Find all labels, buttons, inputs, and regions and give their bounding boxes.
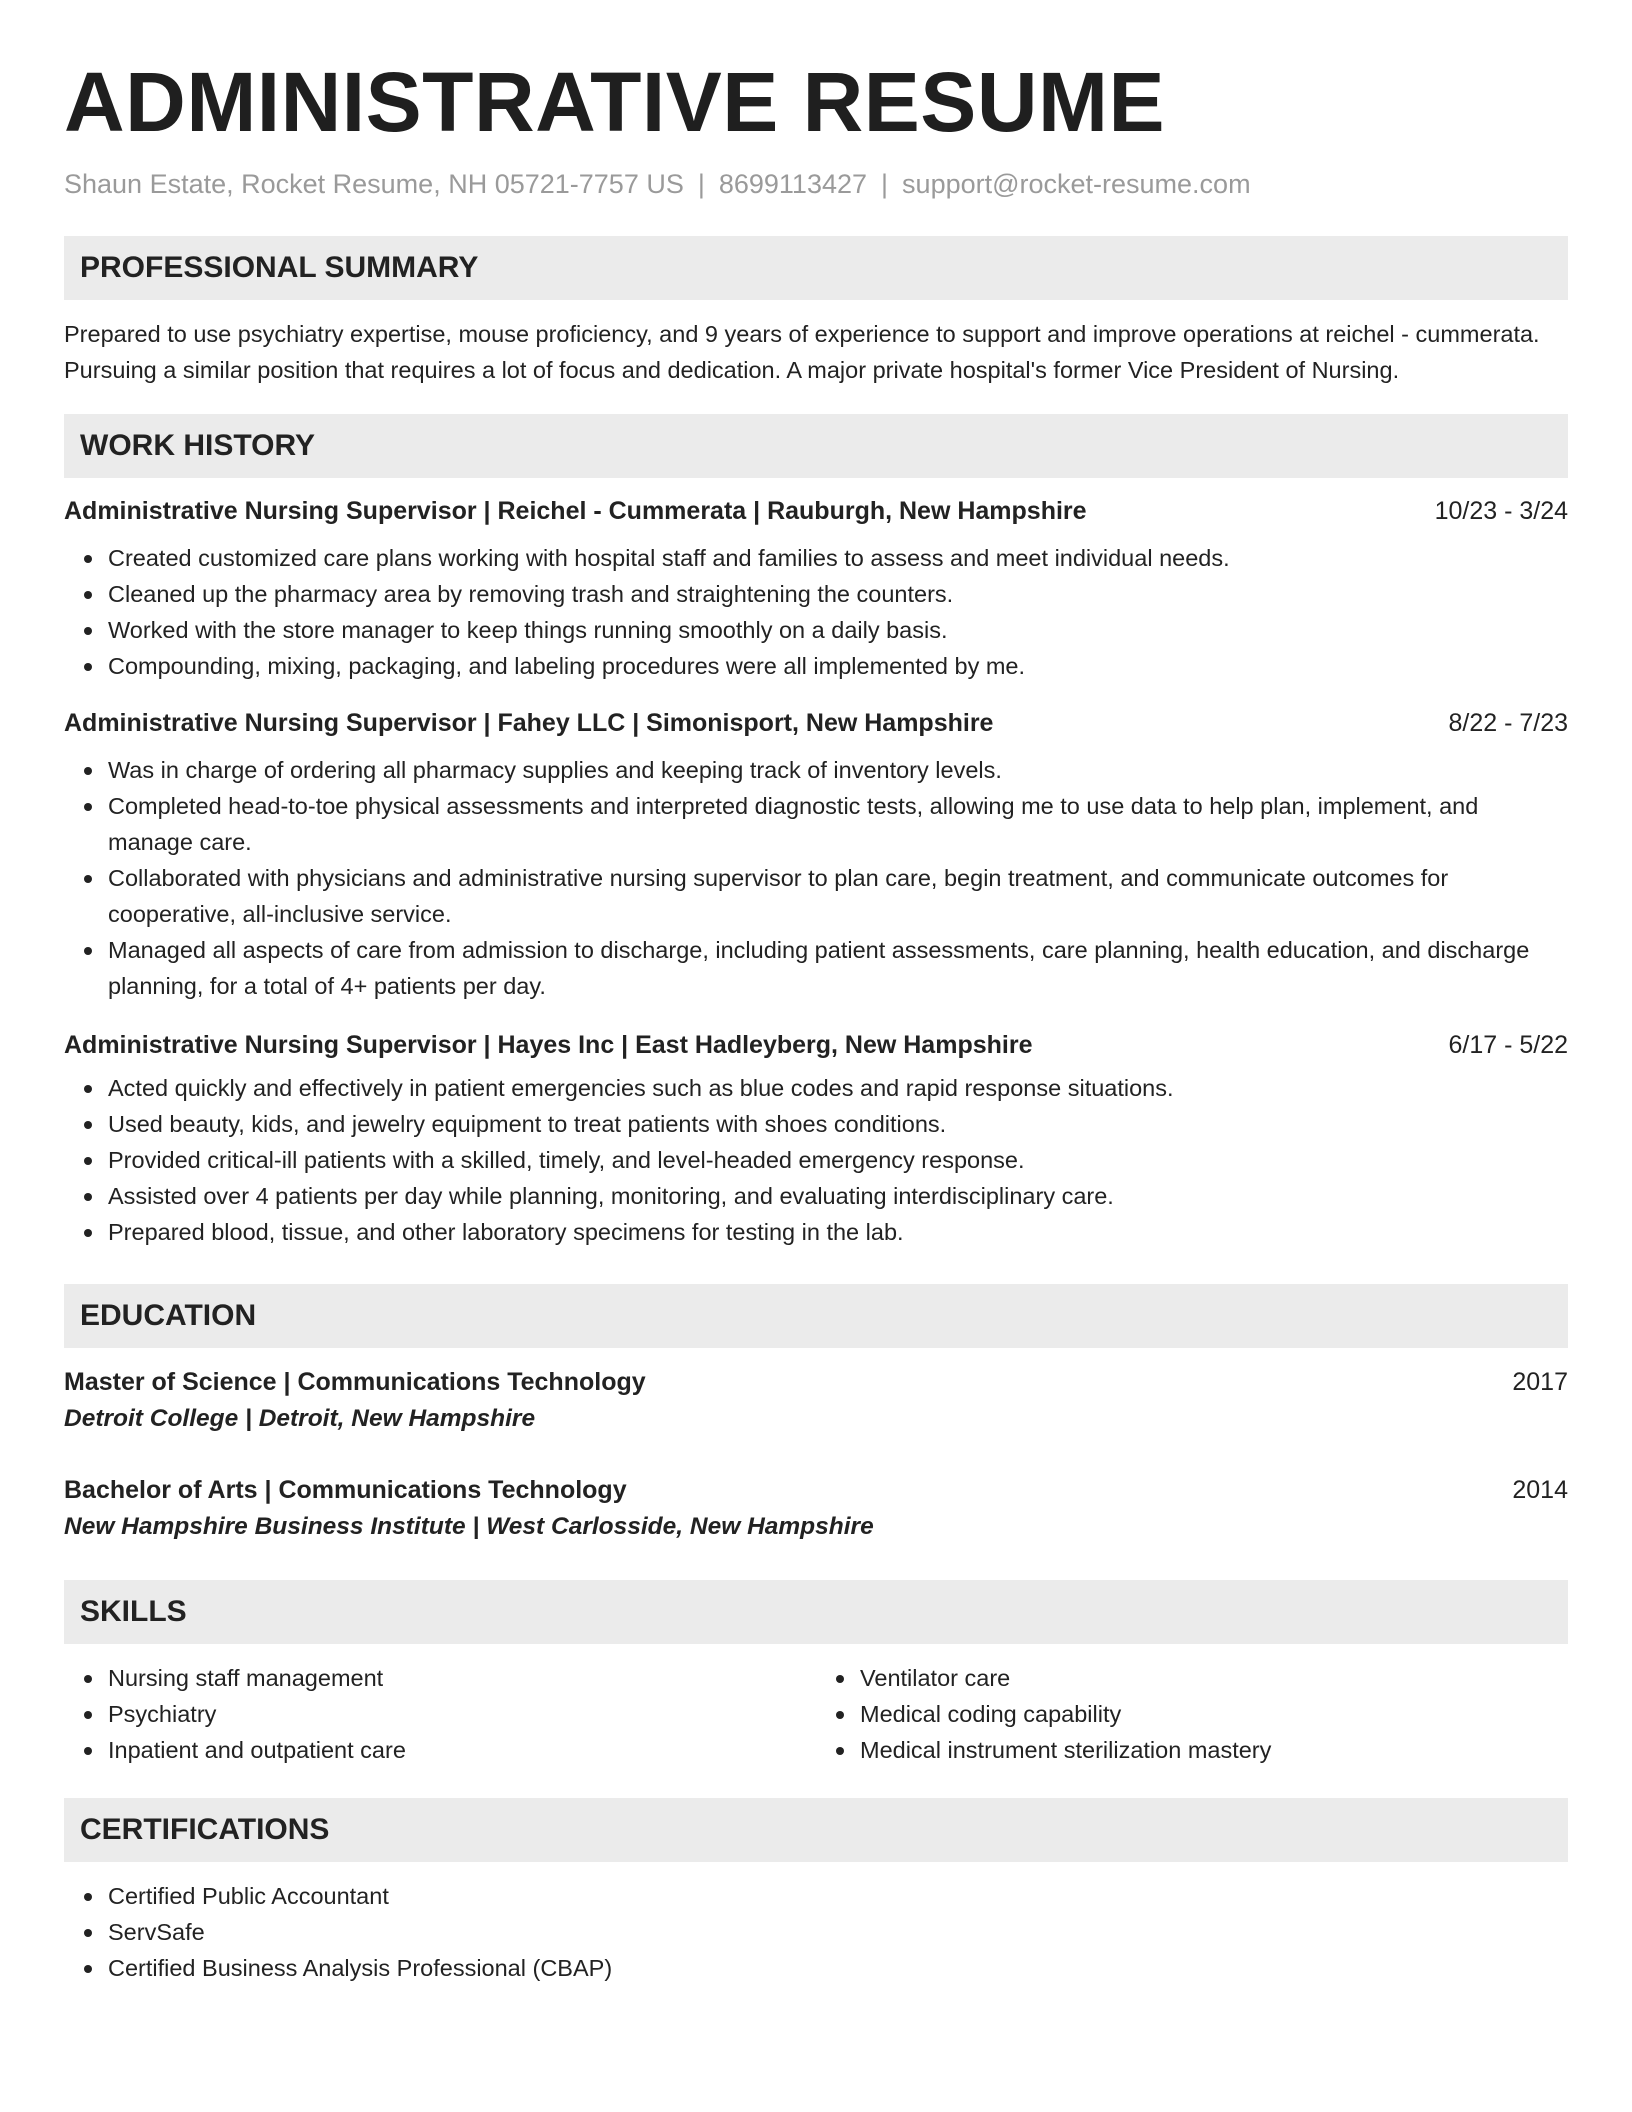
list-item: Managed all aspects of care from admission to discharge, including patient assessments, care planning, health education, and discharge planning, for a total of 4+ patients per day. [108, 932, 1568, 1004]
list-item: Nursing staff management [108, 1660, 816, 1696]
list-item: Compounding, mixing, packaging, and labeling procedures were all implemented by me. [108, 648, 1568, 684]
list-item: Ventilator care [860, 1660, 1568, 1696]
certifications-heading: CERTIFICATIONS [64, 1798, 1568, 1862]
education-school: New Hampshire Business Institute | West Carlosside, New Hampshire [64, 1513, 874, 1540]
job-entry [64, 494, 1568, 684]
contact-separator: | [881, 169, 889, 199]
skills-column-left [64, 1660, 816, 1768]
job-dates: 10/23 - 3/24 [1434, 497, 1568, 525]
list-item: Collaborated with physicians and administrative nursing supervisor to plan care, begin treatment, and communicate outcomes for cooperative, all-inclusive service. [108, 860, 1568, 932]
education-entry [64, 1472, 1568, 1546]
education-entry [64, 1364, 1568, 1438]
skills-heading: SKILLS [64, 1580, 1568, 1644]
list-item: Cleaned up the pharmacy area by removing trash and straightening the counters. [108, 576, 1568, 612]
list-item: Acted quickly and effectively in patient emergencies such as blue codes and rapid response situations. [108, 1070, 1568, 1106]
list-item: Was in charge of ordering all pharmacy supplies and keeping track of inventory levels. [108, 752, 1568, 788]
job-bullets [64, 540, 1568, 684]
list-item: Certified Public Accountant [108, 1878, 1568, 1914]
job-entry [64, 706, 1568, 1004]
education-heading: EDUCATION [64, 1284, 1568, 1348]
contact-line [64, 166, 1568, 202]
job-bullets [64, 752, 1568, 1004]
contact-phone: 8699113427 [718, 169, 868, 199]
contact-separator: | [697, 169, 705, 199]
job-bullets [64, 1070, 1568, 1250]
contact-email: support@rocket-resume.com [902, 169, 1251, 199]
list-item: Provided critical-ill patients with a skilled, timely, and level-headed emergency response. [108, 1142, 1568, 1178]
list-item: ServSafe [108, 1914, 1568, 1950]
resume-title: ADMINISTRATIVE RESUME [64, 55, 1165, 149]
summary-text: Prepared to use psychiatry expertise, mouse proficiency, and 9 years of experience to support and improve operations at reichel - cummerata. Pursuing a similar position that requires a lot of focus and dedication. A major private hospital's former Vice President of Nursing. [64, 321, 1540, 383]
list-item: Inpatient and outpatient care [108, 1732, 816, 1768]
work-history-heading: WORK HISTORY [64, 414, 1568, 478]
education-year: 2017 [1512, 1368, 1568, 1396]
list-item: Worked with the store manager to keep things running smoothly on a daily basis. [108, 612, 1568, 648]
list-item: Assisted over 4 patients per day while planning, monitoring, and evaluating interdisciplinary care. [108, 1178, 1568, 1214]
list-item: Completed head-to-toe physical assessments and interpreted diagnostic tests, allowing me to use data to help plan, implement, and manage care. [108, 788, 1568, 860]
list-item: Used beauty, kids, and jewelry equipment to treat patients with shoes conditions. [108, 1106, 1568, 1142]
education-degree: Master of Science | Communications Technology [64, 1368, 646, 1396]
skills-list [64, 1660, 1568, 1768]
job-dates: 8/22 - 7/23 [1448, 709, 1568, 737]
list-item: Prepared blood, tissue, and other laboratory specimens for testing in the lab. [108, 1214, 1568, 1250]
education-year: 2014 [1512, 1476, 1568, 1504]
job-title: Administrative Nursing Supervisor | Reichel - Cummerata | Rauburgh, New Hampshire [64, 497, 1087, 525]
summary-heading: PROFESSIONAL SUMMARY [64, 236, 1568, 300]
job-dates: 6/17 - 5/22 [1448, 1031, 1568, 1059]
skills-column-right [816, 1660, 1568, 1768]
list-item: Psychiatry [108, 1696, 816, 1732]
list-item: Medical instrument sterilization mastery [860, 1732, 1568, 1768]
job-title: Administrative Nursing Supervisor | Hayes Inc | East Hadleyberg, New Hampshire [64, 1031, 1033, 1059]
job-title: Administrative Nursing Supervisor | Fahey LLC | Simonisport, New Hampshire [64, 709, 994, 737]
education-school: Detroit College | Detroit, New Hampshire [64, 1405, 536, 1432]
certifications-list [64, 1878, 1568, 1986]
contact-address: Shaun Estate, Rocket Resume, NH 05721-7757 US [64, 169, 684, 199]
list-item: Medical coding capability [860, 1696, 1568, 1732]
list-item: Certified Business Analysis Professional (CBAP) [108, 1950, 1568, 1986]
list-item: Created customized care plans working with hospital staff and families to assess and meet individual needs. [108, 540, 1568, 576]
job-entry [64, 1028, 1568, 1250]
education-degree: Bachelor of Arts | Communications Technology [64, 1476, 627, 1504]
